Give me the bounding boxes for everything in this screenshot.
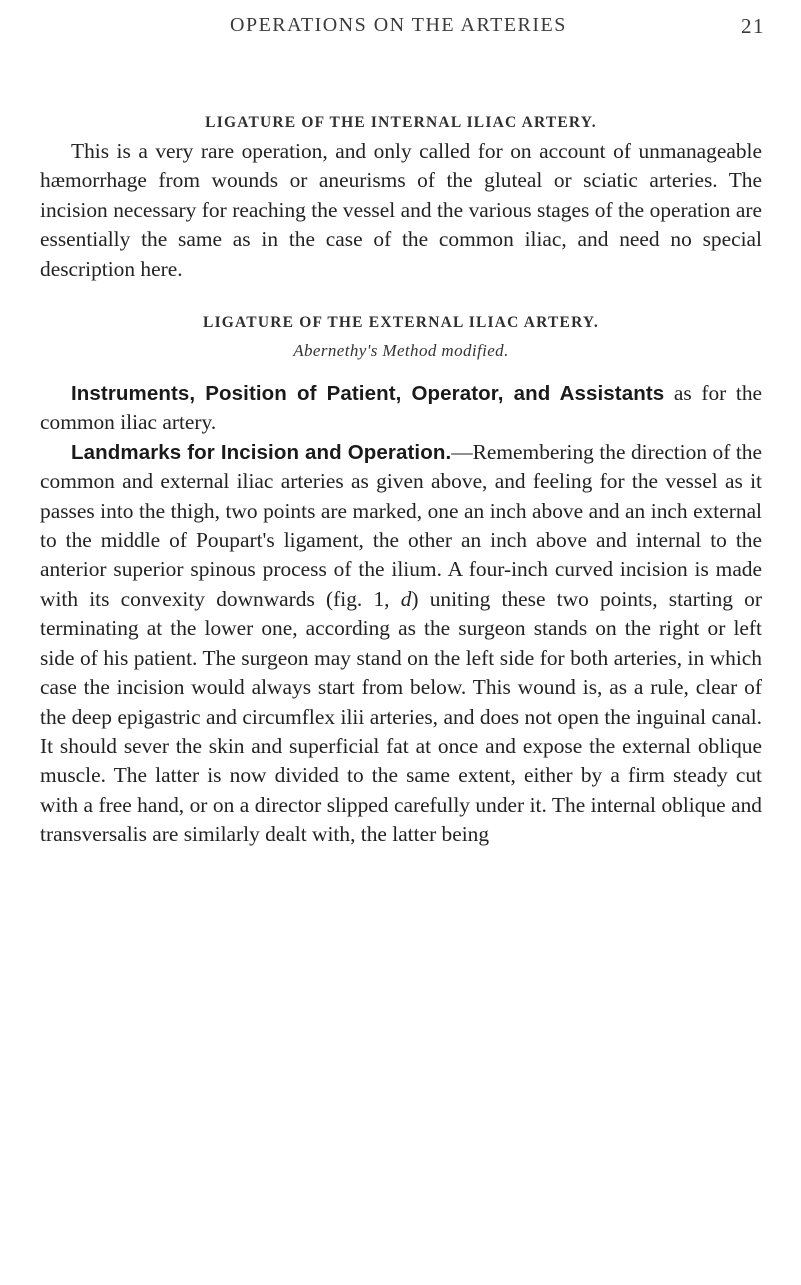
paragraph-landmarks-text-a: —Remembering the direction of the common and external iliac arteries as given above, and feeling for the vessel as it passes into the thigh, two points are marked, one an inch above and an inch external to the middle of Poupart's ligament, the other an inch above and internal to the anterior superior spinous process of the ilium. A four-inch curved incision is made with its convexity downwards (fig. 1, <box>40 439 762 611</box>
section-heading-external-iliac: LIGATURE OF THE EXTERNAL ILIAC ARTERY. <box>203 314 599 332</box>
figure-reference-letter: d <box>400 586 412 611</box>
body-text <box>40 108 762 850</box>
section-heading-internal-iliac: LIGATURE OF THE INTERNAL ILIAC ARTERY. <box>205 114 597 131</box>
paragraph-internal-iliac: This is a very rare operation, and only called for on account of unmanageable hæmorrhage from wounds or aneurisms of the gluteal or sciatic arteries. The incision necessary for reaching the vessel and the various stages of the operation are essentially the same as in the case of the common iliac, and need no special description here. <box>40 139 762 281</box>
method-subtitle: Abernethy's Method modified. <box>293 341 509 361</box>
paragraph-landmarks-lead: Landmarks for Incision and Operation. <box>71 440 452 464</box>
paragraph-instruments-text: as for the common iliac artery. <box>40 381 763 435</box>
paragraph-instruments-lead: Instruments, Position of Patient, Operator, and Assistants <box>71 382 665 406</box>
paragraph-instruments <box>40 379 762 438</box>
paragraph-landmarks <box>40 438 762 850</box>
running-head-title: OPERATIONS ON THE ARTERIES <box>230 14 567 36</box>
page-number: 21 <box>741 14 765 38</box>
paragraph-landmarks-text-b: ) uniting these two points, starting or terminating at the lower one, according as the surgeon stands on the right or left side of his patient. The surgeon may stand on the left side for both arteries, in which case the incision would always start from below. This wound is, as a rule, clear of the deep epigastric and circumflex ilii arteries, and does not open the inguinal canal. It should sever the skin and superficial fat at once and expose the external oblique muscle. The latter is now divided to the same extent, either by a firm steady cut with a free hand, or on a director slipped carefully under it. The internal oblique and transversalis are similarly dealt with, the latter being <box>40 586 762 847</box>
